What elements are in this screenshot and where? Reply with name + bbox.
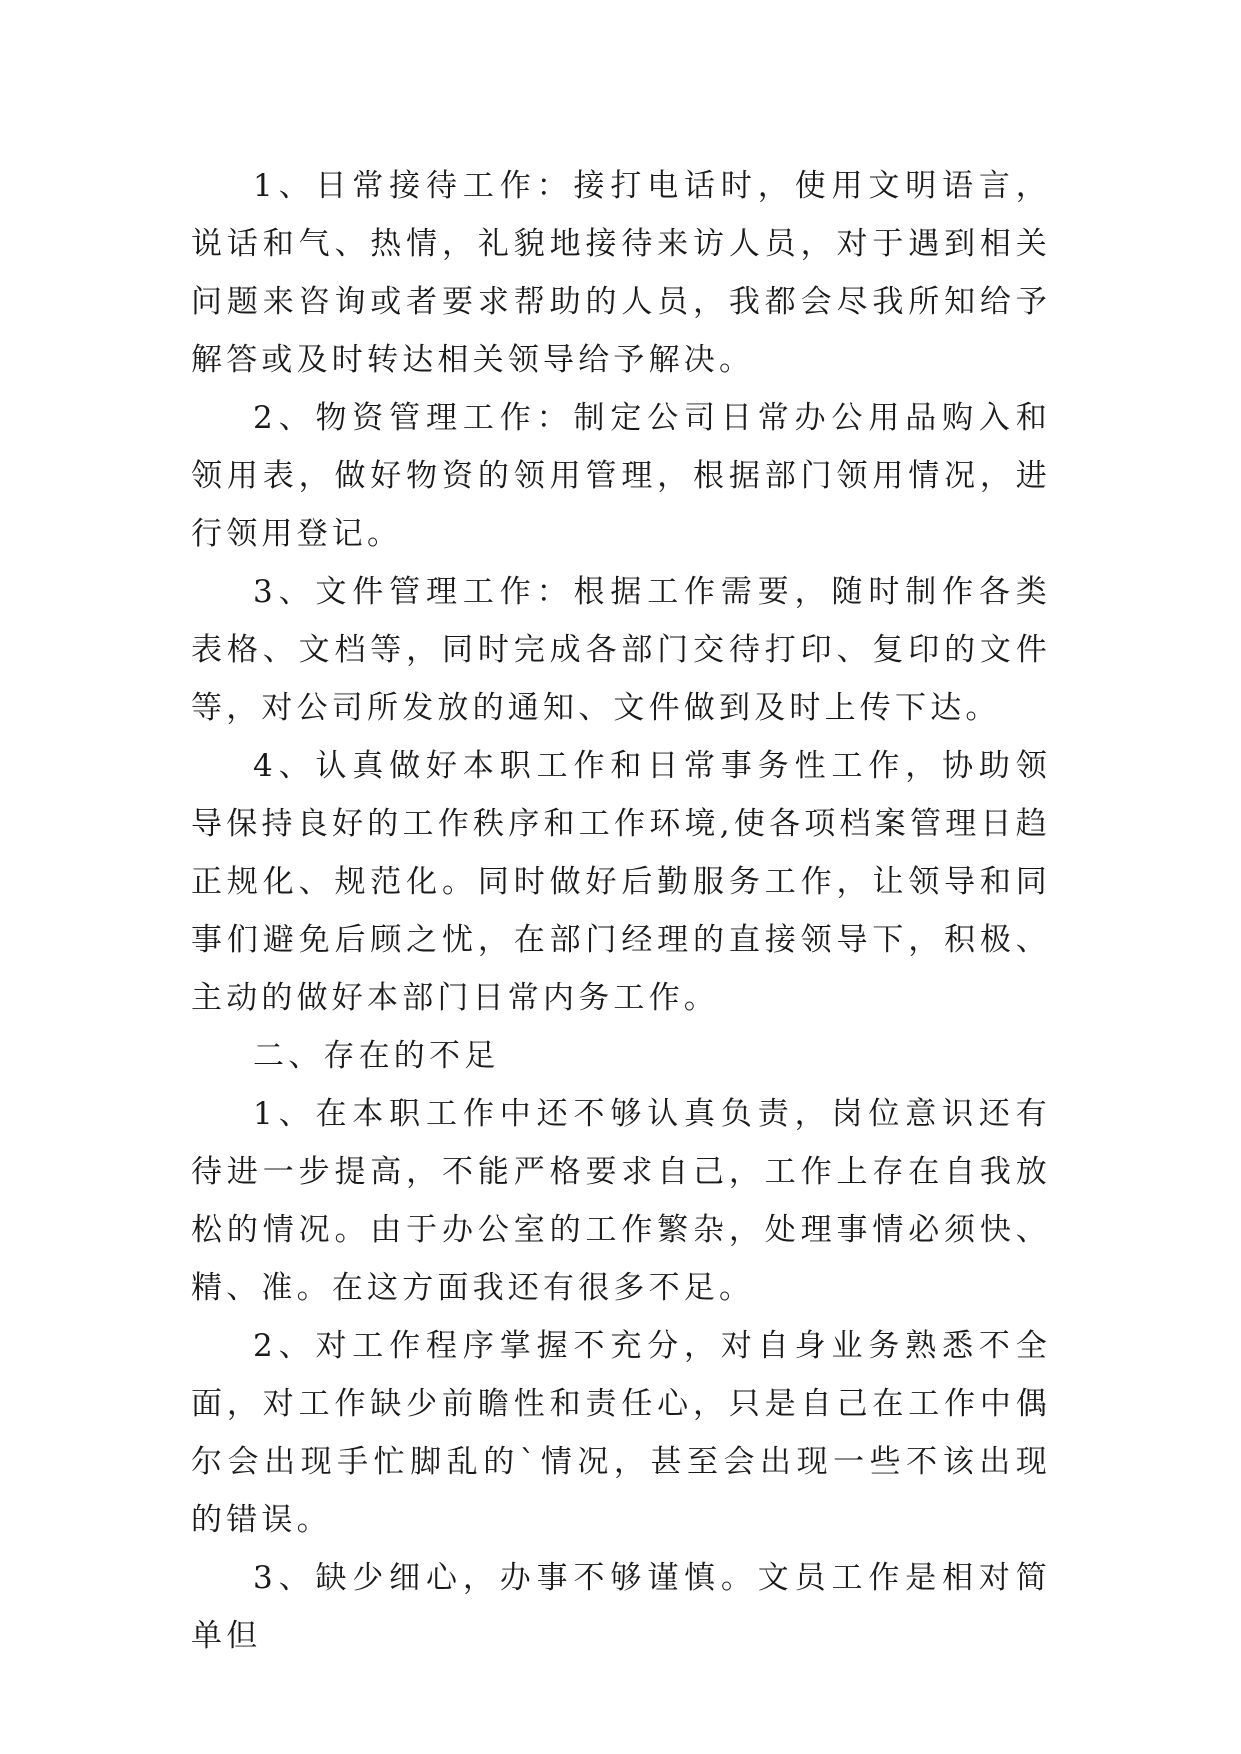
paragraph-shortcoming-carefulness: 3、缺少细心，办事不够谨慎。文员工作是相对简单但 xyxy=(191,1560,1051,1654)
paragraph-shortcoming-responsibility: 1、在本职工作中还不够认真负责，岗位意识还有待进一步提高，不能严格要求自己，工作上存在自我放松的情况。由于办公室的工作繁杂，处理事情必须快、精、准。在这方面我还有很多不足。 xyxy=(191,1096,1051,1306)
paragraph-file-management: 3、文件管理工作：根据工作需要，随时制作各类表格、文档等，同时完成各部门交待打印、复印的文件等，对公司所发放的通知、文件做到及时上传下达。 xyxy=(191,574,1051,726)
paragraph-shortcoming-procedures: 2、对工作程序掌握不充分，对自身业务熟悉不全面，对工作缺少前瞻性和责任心，只是自己在工作中偶尔会出现手忙脚乱的`情况，甚至会出现一些不该出现的错误。 xyxy=(191,1328,1051,1538)
paragraph-reception-work: 1、日常接待工作：接打电话时，使用文明语言，说话和气、热情，礼貌地接待来访人员，对于遇到相关问题来咨询或者要求帮助的人员，我都会尽我所知给予解答或及时转达相关领导给予解决。 xyxy=(191,168,1051,378)
paragraph-daily-duties: 4、认真做好本职工作和日常事务性工作，协助领导保持良好的工作秩序和工作环境,使各项档案管理日趋正规化、规范化。同时做好后勤服务工作，让领导和同事们避免后顾之忧，在部门经理的直接领导下，积极、主动的做好本部门日常内务工作。 xyxy=(191,748,1051,1016)
document-body xyxy=(191,157,1051,1665)
section-heading-shortcomings: 二、存在的不足 xyxy=(253,1038,500,1074)
paragraph-supplies-management: 2、物资管理工作：制定公司日常办公用品购入和领用表，做好物资的领用管理，根据部门领用情况，进行领用登记。 xyxy=(191,400,1051,552)
